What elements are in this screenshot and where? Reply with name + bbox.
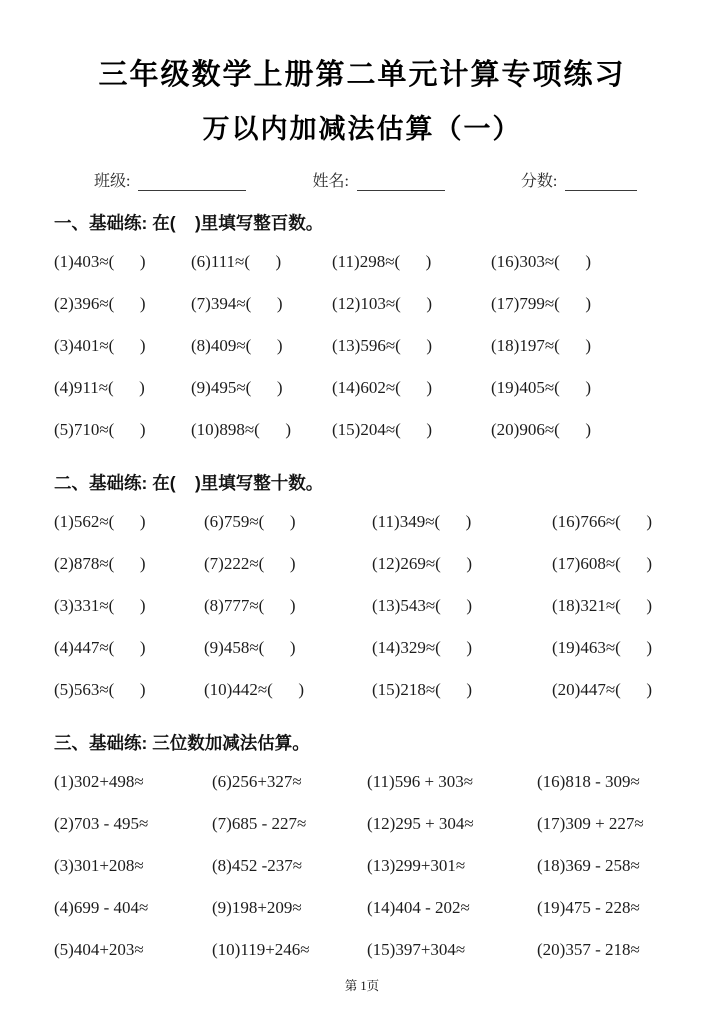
class-label: 班级: bbox=[94, 173, 131, 190]
exercise-item: (11)298≈( ) bbox=[332, 252, 432, 271]
exercise-item: (7)685 - 227≈ bbox=[212, 814, 307, 833]
exercise-item: (13)299+301≈ bbox=[367, 856, 466, 875]
exercise-item: (19)475 - 228≈ bbox=[537, 898, 640, 917]
exercise-item: (13)596≈( ) bbox=[332, 336, 432, 355]
exercise-item: (6)759≈( ) bbox=[204, 512, 296, 531]
exercise-item: (14)329≈( ) bbox=[372, 638, 472, 657]
exercise-item: (11)596 + 303≈ bbox=[367, 772, 474, 791]
exercise-item: (8)452 -237≈ bbox=[212, 856, 303, 875]
exercise-item: (14)404 - 202≈ bbox=[367, 898, 470, 917]
exercise-item: (3)331≈( ) bbox=[54, 596, 146, 615]
section-1-heading: 一、基础练: 在( )里填写整百数。 bbox=[54, 213, 324, 233]
exercise-item: (16)303≈( ) bbox=[491, 252, 591, 271]
exercise-item: (8)777≈( ) bbox=[204, 596, 296, 615]
exercise-item: (1)403≈( ) bbox=[54, 252, 146, 271]
page-number: 第 1页 bbox=[344, 979, 380, 993]
section-2-heading: 二、基础练: 在( )里填写整十数。 bbox=[54, 473, 324, 493]
exercise-item: (9)458≈( ) bbox=[204, 638, 296, 657]
exercise-item: (19)405≈( ) bbox=[491, 378, 591, 397]
exercise-item: (6)256+327≈ bbox=[212, 772, 302, 791]
exercise-item: (6)111≈( ) bbox=[191, 252, 282, 271]
exercise-item: (4)699 - 404≈ bbox=[54, 898, 149, 917]
exercise-item: (14)602≈( ) bbox=[332, 378, 432, 397]
score-blank-line bbox=[565, 175, 637, 191]
exercise-item: (2)703 - 495≈ bbox=[54, 814, 149, 833]
student-info-row bbox=[94, 168, 670, 191]
exercise-item: (5)710≈( ) bbox=[54, 420, 146, 439]
exercise-item: (4)447≈( ) bbox=[54, 638, 146, 657]
exercise-item: (15)397+304≈ bbox=[367, 940, 466, 959]
exercise-item: (19)463≈( ) bbox=[552, 638, 652, 657]
exercise-item: (16)766≈( ) bbox=[552, 512, 652, 531]
exercise-item: (10)442≈( ) bbox=[204, 680, 304, 699]
exercise-item: (3)301+208≈ bbox=[54, 856, 144, 875]
exercise-item: (5)404+203≈ bbox=[54, 940, 144, 959]
exercise-item: (10)119+246≈ bbox=[212, 940, 310, 959]
exercise-item: (1)302+498≈ bbox=[54, 772, 144, 791]
exercise-item: (18)321≈( ) bbox=[552, 596, 652, 615]
section-2-grid bbox=[54, 501, 670, 711]
exercise-item: (5)563≈( ) bbox=[54, 680, 146, 699]
exercise-item: (20)357 - 218≈ bbox=[537, 940, 640, 959]
exercise-item: (3)401≈( ) bbox=[54, 336, 146, 355]
exercise-item: (8)409≈( ) bbox=[191, 336, 283, 355]
exercise-item: (20)906≈( ) bbox=[491, 420, 591, 439]
page-title: 三年级数学上册第二单元计算专项练习 bbox=[98, 59, 626, 91]
exercise-item: (4)911≈( ) bbox=[54, 378, 145, 397]
section-1-grid bbox=[54, 241, 670, 451]
exercise-item: (9)495≈( ) bbox=[191, 378, 283, 397]
name-label: 姓名: bbox=[312, 173, 349, 190]
exercise-item: (17)799≈( ) bbox=[491, 294, 591, 313]
exercise-item: (16)818 - 309≈ bbox=[537, 772, 640, 791]
exercise-item: (2)878≈( ) bbox=[54, 554, 146, 573]
exercise-item: (10)898≈( ) bbox=[191, 420, 291, 439]
score-label: 分数: bbox=[520, 173, 558, 190]
exercise-item: (7)394≈( ) bbox=[191, 294, 283, 313]
exercise-item: (12)269≈( ) bbox=[372, 554, 472, 573]
exercise-item: (1)562≈( ) bbox=[54, 512, 146, 531]
class-blank-line bbox=[138, 175, 246, 191]
exercise-item: (2)396≈( ) bbox=[54, 294, 146, 313]
exercise-item: (15)218≈( ) bbox=[372, 680, 472, 699]
exercise-item: (12)295 + 304≈ bbox=[367, 814, 474, 833]
exercise-item: (18)369 - 258≈ bbox=[537, 856, 640, 875]
exercise-item: (17)309 + 227≈ bbox=[537, 814, 644, 833]
exercise-item: (15)204≈( ) bbox=[332, 420, 432, 439]
section-3-heading: 三、基础练: 三位数加减法估算。 bbox=[54, 733, 310, 753]
exercise-item: (11)349≈( ) bbox=[372, 512, 472, 531]
exercise-item: (13)543≈( ) bbox=[372, 596, 472, 615]
section-3-grid bbox=[54, 761, 670, 971]
exercise-item: (20)447≈( ) bbox=[552, 680, 652, 699]
exercise-item: (17)608≈( ) bbox=[552, 554, 652, 573]
exercise-item: (9)198+209≈ bbox=[212, 898, 302, 917]
name-blank-line bbox=[357, 175, 445, 191]
exercise-item: (7)222≈( ) bbox=[204, 554, 296, 573]
page-subtitle: 万以内加减法估算（一） bbox=[202, 114, 522, 144]
exercise-item: (12)103≈( ) bbox=[332, 294, 432, 313]
exercise-item: (18)197≈( ) bbox=[491, 336, 591, 355]
